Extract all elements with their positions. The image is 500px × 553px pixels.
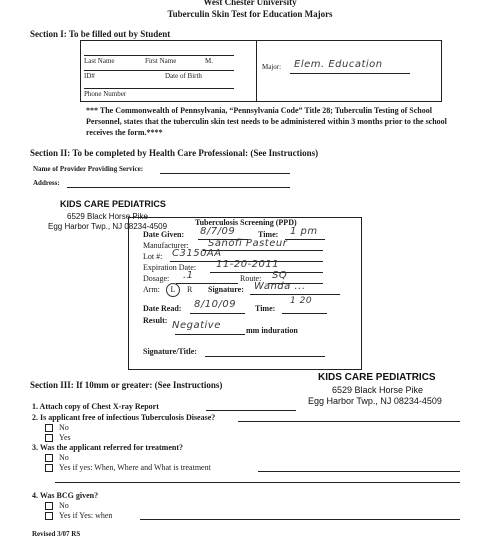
q3-line-1 bbox=[258, 471, 460, 472]
dosage-label: Dosage: bbox=[143, 274, 170, 283]
date-given-label: Date Given: bbox=[143, 230, 185, 239]
q3-yes-label: Yes if yes: When, Where and What is treatment bbox=[59, 463, 211, 472]
phone-line bbox=[84, 88, 234, 89]
route-value: SQ bbox=[272, 270, 288, 281]
q2-yes-label: Yes bbox=[59, 433, 71, 442]
q3-no-option[interactable] bbox=[45, 453, 69, 462]
first-name-label: First Name bbox=[145, 57, 177, 65]
q4-no-option[interactable] bbox=[45, 501, 69, 510]
expiration-label: Expiration Date: bbox=[143, 263, 197, 272]
sig-title-label: Signature/Title: bbox=[143, 347, 197, 356]
clinic-stamp2-street: 6529 Black Horse Pike bbox=[332, 385, 424, 395]
provider-label: Name of Provider Providing Service: bbox=[33, 165, 144, 173]
signature-line bbox=[250, 294, 340, 295]
student-info-box bbox=[80, 40, 442, 102]
manufacturer-label: Manufacturer: bbox=[143, 241, 189, 250]
id-label: ID# bbox=[84, 72, 95, 80]
arm-label: Arm: bbox=[143, 285, 160, 294]
mi-label: M. bbox=[205, 57, 213, 65]
q3-no-label: No bbox=[59, 453, 69, 462]
section2-heading: Section II: To be completed by Health Care Professional: (See Instructions) bbox=[30, 148, 319, 158]
question-2: 2. Is applicant free of infectious Tuberculosis Disease? bbox=[32, 413, 216, 422]
major-line bbox=[290, 73, 410, 74]
q1-line bbox=[206, 410, 296, 411]
signature-label: Signature: bbox=[208, 285, 244, 294]
expiration-value: 11-20-2011 bbox=[216, 259, 280, 270]
signature-value: Wanda ... bbox=[254, 281, 306, 292]
q4-yes-checkbox[interactable] bbox=[45, 512, 53, 520]
provider-line bbox=[160, 173, 290, 174]
q3-yes-option[interactable] bbox=[45, 463, 211, 472]
time-given-value: 1 pm bbox=[290, 226, 318, 237]
sig-title-line bbox=[205, 356, 325, 357]
date-read-value: 8/10/09 bbox=[194, 299, 237, 310]
section3-heading: Section III: If 10mm or greater: (See Instructions) bbox=[30, 380, 223, 390]
q2-line bbox=[238, 421, 460, 422]
date-read-label: Date Read: bbox=[143, 304, 182, 313]
time-read-line bbox=[282, 313, 327, 314]
date-read-line bbox=[190, 313, 245, 314]
form-title: Tuberculin Skin Test for Education Majors bbox=[167, 9, 333, 19]
address-label: Address: bbox=[33, 179, 60, 187]
result-label: Result: bbox=[143, 316, 168, 325]
time-given-line bbox=[285, 239, 325, 240]
arm-left-option: L bbox=[166, 283, 180, 297]
major-value: Elem. Education bbox=[294, 59, 383, 70]
q3-yes-checkbox[interactable] bbox=[45, 464, 53, 472]
question-1: 1. Attach copy of Chest X-ray Report bbox=[32, 402, 159, 411]
section1-heading: Section I: To be filled out by Student bbox=[30, 29, 171, 39]
q2-no-checkbox[interactable] bbox=[45, 424, 53, 432]
dosage-value: .1 bbox=[183, 270, 194, 281]
result-line bbox=[175, 334, 245, 335]
q4-yes-label: Yes if Yes: when bbox=[59, 511, 113, 520]
q4-no-label: No bbox=[59, 501, 69, 510]
time-given-label: Time: bbox=[258, 230, 279, 239]
q4-no-checkbox[interactable] bbox=[45, 502, 53, 510]
q4-line bbox=[140, 519, 460, 520]
q2-yes-option[interactable] bbox=[45, 433, 71, 442]
university-name: West Chester University bbox=[203, 0, 297, 7]
clinic-stamp-street: 6529 Black Horse Pike bbox=[67, 212, 148, 221]
last-name-label: Last Name bbox=[84, 57, 115, 65]
clinic-stamp-city: Egg Harbor Twp., NJ 08234-4509 bbox=[48, 222, 168, 231]
phone-label: Phone Number bbox=[84, 90, 127, 98]
question-3: 3. Was the applicant referred for treatment? bbox=[32, 443, 184, 452]
revised-note: Revised 3/07 RS bbox=[32, 530, 81, 538]
major-label: Major: bbox=[262, 63, 282, 71]
manufacturer-value: Sanofi Pasteur bbox=[208, 238, 288, 249]
ppd-title: Tuberculosis Screening (PPD) bbox=[195, 218, 297, 227]
q2-no-option[interactable] bbox=[45, 423, 69, 432]
clinic-stamp-name: KIDS CARE PEDIATRICS bbox=[60, 199, 166, 209]
clinic-stamp2-city: Egg Harbor Twp., NJ 08234-4509 bbox=[308, 396, 442, 406]
date-given-value: 8/7/09 bbox=[200, 226, 236, 237]
time-read-label: Time: bbox=[255, 304, 276, 313]
q3-no-checkbox[interactable] bbox=[45, 454, 53, 462]
expiration-line bbox=[210, 272, 323, 273]
q4-yes-option[interactable] bbox=[45, 511, 112, 520]
address-line bbox=[67, 187, 290, 188]
dosage-line bbox=[176, 283, 238, 284]
pa-code-notice: *** The Commonwealth of Pennsylvania, “Pennsylvania Code” Title 28; Tuberculin Testing of School Personnel, states that the tuberculin skin test needs to be administered within 3 months prior to the school receives the form.**** bbox=[86, 106, 447, 137]
dob-label: Date of Birth bbox=[165, 72, 202, 80]
q3-line-2 bbox=[55, 482, 460, 483]
arm-right-option: R bbox=[187, 285, 193, 294]
student-box-divider bbox=[256, 40, 257, 101]
clinic-stamp2-name: KIDS CARE PEDIATRICS bbox=[318, 372, 436, 383]
q2-no-label: No bbox=[59, 423, 69, 432]
q2-yes-checkbox[interactable] bbox=[45, 434, 53, 442]
result-value: Negative bbox=[172, 320, 221, 331]
id-line bbox=[84, 70, 234, 71]
lot-value: C3150AA bbox=[172, 248, 222, 259]
question-4: 4. Was BCG given? bbox=[32, 491, 99, 500]
route-label: Route: bbox=[240, 274, 262, 283]
time-read-value: 1 20 bbox=[290, 296, 313, 306]
lot-label: Lot #: bbox=[143, 252, 163, 261]
induration-label: mm induration bbox=[246, 326, 298, 335]
name-line bbox=[84, 55, 234, 56]
